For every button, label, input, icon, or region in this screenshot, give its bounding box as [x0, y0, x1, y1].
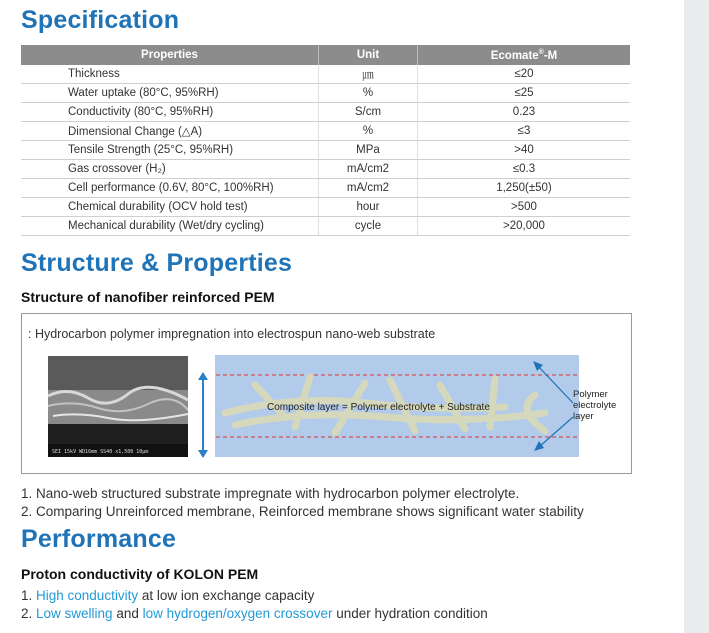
- cell-unit: %: [319, 84, 418, 103]
- cell-value: >20,000: [418, 217, 631, 236]
- cell-value: 0.23: [418, 103, 631, 122]
- cell-value: >40: [418, 141, 631, 160]
- right-side-panel: [684, 0, 709, 633]
- cell-value: ≤25: [418, 84, 631, 103]
- table-row: [21, 84, 630, 103]
- cell-property: Dimensional Change (△A): [21, 122, 319, 141]
- cell-property: Water uptake (80°C, 95%RH): [21, 84, 319, 103]
- cell-unit: S/cm: [319, 103, 418, 122]
- cell-value: 1,250(±50): [418, 179, 631, 198]
- structure-points: [21, 485, 584, 521]
- sem-scale-text: SEI 15kV WD16mm SS40 x1,500 10μm: [52, 449, 149, 455]
- cell-unit: mA/cm2: [319, 179, 418, 198]
- structure-title: Structure & Properties: [21, 249, 293, 277]
- list-item: 2. Comparing Unreinforced membrane, Reinforced membrane shows significant water stability: [21, 504, 584, 519]
- pointer-arrows-icon: [515, 355, 575, 457]
- table-row: [21, 141, 630, 160]
- cell-property: Tensile Strength (25°C, 95%RH): [21, 141, 319, 160]
- cell-property: Mechanical durability (Wet/dry cycling): [21, 217, 319, 236]
- table-row: [21, 160, 630, 179]
- diagram-caption: : Hydrocarbon polymer impregnation into electrospun nano-web substrate: [28, 327, 436, 341]
- table-row: [21, 122, 630, 141]
- cell-value: ≤20: [418, 65, 631, 84]
- thickness-arrow-icon: [197, 372, 209, 458]
- sem-micrograph-image: [48, 356, 188, 457]
- cell-unit: cycle: [319, 217, 418, 236]
- sem-texture: [48, 356, 188, 457]
- table-row: [21, 103, 630, 122]
- polymer-electrolyte-label: Polymer electrolyte layer: [573, 389, 617, 422]
- cell-value: ≤3: [418, 122, 631, 141]
- cell-unit: %: [319, 122, 418, 141]
- cell-unit: mA/cm2: [319, 160, 418, 179]
- cell-property: Gas crossover (H₂): [21, 160, 319, 179]
- header-product: Ecomate®-M: [418, 45, 631, 65]
- cell-property: Cell performance (0.6V, 80°C, 100%RH): [21, 179, 319, 198]
- performance-points: [21, 587, 488, 623]
- structure-subtitle: Structure of nanofiber reinforced PEM: [21, 289, 275, 305]
- composite-layer-panel: [215, 355, 579, 457]
- performance-subtitle: Proton conductivity of KOLON PEM: [21, 566, 259, 582]
- header-unit: Unit: [319, 45, 418, 65]
- list-item: 1. Nano-web structured substrate impregnate with hydrocarbon polymer electrolyte.: [21, 486, 520, 501]
- specification-table: [21, 45, 630, 236]
- composite-layer-label: Composite layer = Polymer electrolyte + Substrate: [267, 402, 490, 413]
- list-item: 2. Low swelling and low hydrogen/oxygen crossover under hydration condition: [21, 606, 488, 621]
- performance-title: Performance: [21, 525, 177, 553]
- cell-unit: hour: [319, 198, 418, 217]
- specification-title: Specification: [21, 6, 180, 34]
- structure-diagram: [21, 313, 632, 474]
- cell-unit: ㎛: [319, 65, 418, 84]
- table-row: [21, 65, 630, 84]
- table-row: [21, 217, 630, 236]
- table-row: [21, 179, 630, 198]
- cell-property: Thickness: [21, 65, 319, 84]
- list-item: 1. High conductivity at low ion exchange capacity: [21, 588, 315, 603]
- header-properties: Properties: [21, 45, 319, 65]
- table-row: [21, 198, 630, 217]
- cell-unit: MPa: [319, 141, 418, 160]
- cell-value: ≤0.3: [418, 160, 631, 179]
- cell-property: Chemical durability (OCV hold test): [21, 198, 319, 217]
- table-header-row: [21, 45, 630, 65]
- cell-value: >500: [418, 198, 631, 217]
- cell-property: Conductivity (80°C, 95%RH): [21, 103, 319, 122]
